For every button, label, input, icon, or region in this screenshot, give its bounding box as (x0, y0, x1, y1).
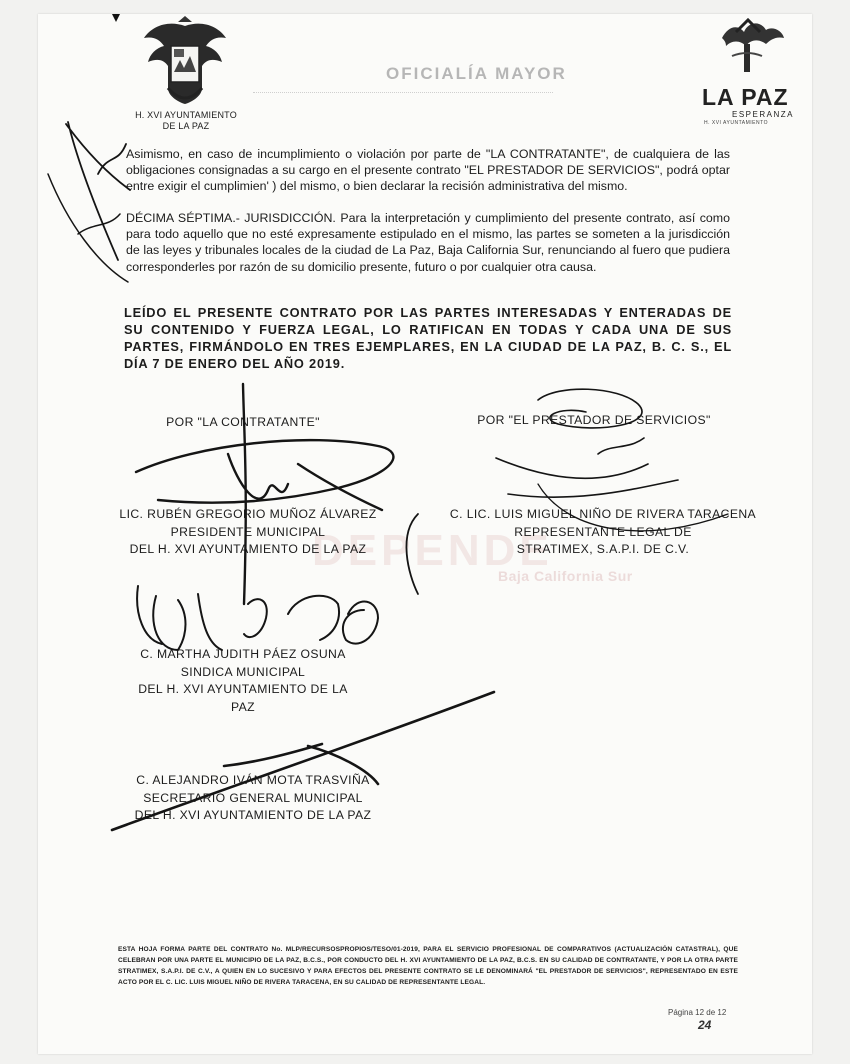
prestador-heading: POR "EL PRESTADOR DE SERVICIOS" (477, 413, 711, 427)
municipality-line-2: DE LA PAZ (162, 121, 210, 131)
signer-name: C. MARTHA JUDITH PÁEZ OSUNA (140, 647, 346, 661)
brand-name: LA PAZ (702, 84, 789, 110)
signer-title: PRESIDENTE MUNICIPAL (170, 524, 326, 539)
sindica-signature (137, 586, 378, 650)
contratante-heading: POR "LA CONTRATANTE" (166, 415, 320, 429)
signer-title: REPRESENTANTE LEGAL DE (514, 524, 692, 539)
signer-org: STRATIMEX, S.A.P.I. DE C.V. (516, 542, 690, 556)
signer-org: DEL H. XVI AYUNTAMIENTO DE LA PAZ (138, 682, 348, 714)
footer-contract-note: ESTA HOJA FORMA PARTE DEL CONTRATO No. MLP/RECURSOSPROPIOS/TESO/01-2019, PARA EL SERVICIO PROFESIONAL DE COMPARATIVOS (ACTUALIZACIÓN CATASTRAL), QUE CELEBRAN POR UNA PARTE EL MUNICIPIO DE LA PAZ, B.C.S., POR CONDUCTO DEL H. XVI AYUNTAMIENTO DE LA PAZ, B.C.S. EN SU CALIDAD DE CONTRATANTE, Y POR LA OTRA PARTE STRATIMEX, S.A.P.I. DE C.V., A QUIEN EN LO SUCESIVO Y PARA EFECTOS DEL PRESENTE CONTRATO SE LE DENOMINARÁ "EL PRESTADOR DE SERVICIOS", REPRESENTADO EN ESTE ACTO POR EL C. LIC. LUIS MIGUEL NIÑO DE RIVERA TARACENA, EN SU CALIDAD DE REPRESENTANTE LEGAL. (118, 946, 738, 986)
secretary-signature (112, 692, 494, 830)
handwritten-page-number: 24 (698, 1018, 712, 1032)
closing-statement: LEÍDO EL PRESENTE CONTRATO POR LAS PARTES INTERESADAS Y ENTERADAS DE SU CONTENIDO Y FUERZA LEGAL, LO RATIFICAN EN TODAS Y CADA UNA DE SUS PARTES, FIRMÁNDOLO EN TRES EJEMPLARES, EN LA CIUDAD DE LA PAZ, B. C. S., EL DÍA 7 DE ENERO DEL AÑO 2019. (124, 305, 732, 371)
brand-tagline: ESPERANZA (732, 110, 794, 119)
signer-name: C. LIC. LUIS MIGUEL NIÑO DE RIVERA TARACENA (449, 507, 757, 521)
margin-initial-signature-2 (48, 174, 128, 282)
watermark-logo: DEPENDE (312, 526, 553, 575)
paragraph-breach: Asimismo, en caso de incumplimiento o violación por parte de "LA CONTRATANTE", de cualquiera de las obligaciones consignadas a su cargo en el presente contrato "EL PRESTADOR DE SERVICIOS", podrá optar entre exigir el cumplimien' ) del mismo, o bien declarar la recisión administrativa del mismo. (126, 147, 730, 194)
provider-signature (496, 389, 678, 497)
signer-title: SECRETARIO GENERAL MUNICIPAL (143, 790, 363, 805)
municipality-line-1: H. XVI AYUNTAMIENTO (135, 110, 237, 120)
watermark-subtitle: Baja California Sur (498, 568, 633, 584)
clause-heading: DÉCIMA SÉPTIMA.- JURISDICCIÓN. (126, 211, 336, 225)
signer-org: DEL H. XVI AYUNTAMIENTO DE LA PAZ (129, 542, 367, 556)
scan-marker (112, 14, 120, 22)
signer-name: C. ALEJANDRO IVÁN MOTA TRASVIÑA (136, 773, 370, 787)
margin-initial-signature (66, 122, 130, 260)
brand-sub: H. XVI AYUNTAMIENTO (704, 120, 768, 126)
signer-name: LIC. RUBÉN GREGORIO MUÑOZ ÁLVAREZ (119, 507, 377, 521)
official-stamp: OFICIALÍA MAYOR (386, 64, 567, 83)
clause-text: Para la interpretación y cumplimiento del presente contrato, así como para todo aquello que no esté expresamente estipulado en el mismo, las partes se someten a la jurisdicción de las leyes y tribunales locales de la ciudad de La Paz, Baja California Sur, renunciando al fuero que pudiera corresponderles por razón de su domicilio presente, futuro o por cualquier otra causa. (126, 211, 730, 274)
signer-title: SINDICA MUNICIPAL (180, 664, 306, 679)
page-label: Página 12 de 12 (668, 1008, 727, 1017)
signer-org: DEL H. XVI AYUNTAMIENTO DE LA PAZ (134, 808, 372, 822)
president-signature (136, 384, 393, 604)
handwritten-signatures (38, 14, 812, 1054)
document-page (38, 14, 812, 1054)
